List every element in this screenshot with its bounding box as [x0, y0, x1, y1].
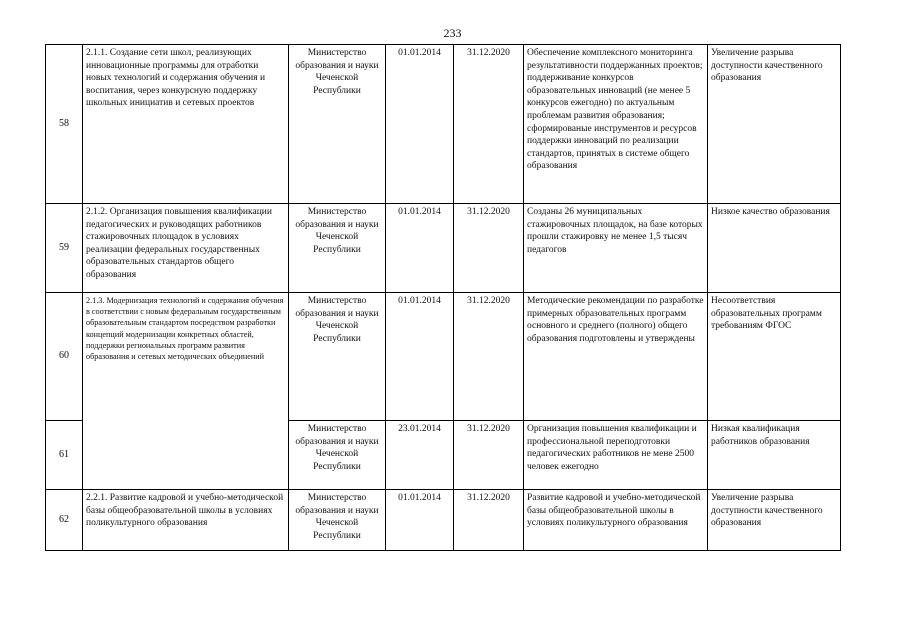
expected-result: Методические рекомендации по разработке примерных образовательных программ основного и среднего (полного) общего образования подготовлены и утверждены: [524, 293, 708, 421]
expected-result: Организация повышения квалификации и профессиональной переподготовки педагогических работников не мене 2500 человек ежегодно: [524, 421, 708, 490]
responsible-org: Министерство образования и науки Чеченской Республики: [289, 421, 386, 490]
end-date: 31.12.2020: [454, 421, 524, 490]
table-row: [46, 490, 841, 551]
measure-name: 2.1.1. Создание сети школ, реализующих инновационные программы для отработки новых технологий и содержания обучения и воспитания, через конкурсную поддержку школьных инициатив и сетевых проектов: [83, 45, 289, 204]
risk-consequence: Увеличение разрыва доступности качественного образования: [708, 45, 841, 204]
responsible-org: Министерство образования и науки Чеченской Республики: [289, 45, 386, 204]
end-date: 31.12.2020: [454, 204, 524, 293]
end-date: 31.12.2020: [454, 45, 524, 204]
risk-consequence: Несоответствия образовательных программ требованиям ФГОС: [708, 293, 841, 421]
row-number: 58: [46, 45, 83, 204]
measure-name: 2.2.1. Развитие кадровой и учебно-методической базы общеобразовательной школы в условиях поликультурного образования: [83, 490, 289, 551]
row-number: 61: [46, 421, 83, 490]
risk-consequence: Низкое качество образования: [708, 204, 841, 293]
page-number: 233: [443, 26, 462, 40]
start-date: 01.01.2014: [386, 490, 454, 551]
row-number: 62: [46, 490, 83, 551]
responsible-org: Министерство образования и науки Чеченской Республики: [289, 204, 386, 293]
measures-table: [45, 44, 841, 551]
risk-consequence: Низкая квалификация работников образования: [708, 421, 841, 490]
responsible-org: Министерство образования и науки Чеченской Республики: [289, 293, 386, 421]
row-number: 59: [46, 204, 83, 293]
row-number: 60: [46, 293, 83, 421]
end-date: 31.12.2020: [454, 490, 524, 551]
risk-consequence: Увеличение разрыва доступности качественного образования: [708, 490, 841, 551]
measure-name: 2.1.3. Модернизация технологий и содержания обучения в соответствии с новым федеральным государственным образовательным стандартом посредством разработки концепций модернизации конкретных областей, поддержки региональных программ развития образования и сетевых методических объединений: [83, 293, 289, 490]
expected-result: Обеспечение комплексного мониторинга результативности поддержанных проектов; поддерживание конкурсов образовательных инноваций (не менее 5 конкурсов ежегодно) по актуальным проблемам развития образования; сформированые инструментов и ресурсов поддержки инноваций по реализации стандартов, принятых в системе общего образования: [524, 45, 708, 204]
table-row: [46, 293, 841, 421]
start-date: 01.01.2014: [386, 204, 454, 293]
end-date: 31.12.2020: [454, 293, 524, 421]
expected-result: Созданы 26 муниципальных стажировочных площадок, на базе которых прошли стажировку не менее 1,5 тысяч педагогов: [524, 204, 708, 293]
expected-result: Развитие кадровой и учебно-методической базы общеобразовательной школы в условиях поликультурного образования: [524, 490, 708, 551]
table-row: [46, 45, 841, 204]
start-date: 23.01.2014: [386, 421, 454, 490]
start-date: 01.01.2014: [386, 293, 454, 421]
start-date: 01.01.2014: [386, 45, 454, 204]
measure-name: 2.1.2. Организация повышения квалификации педагогических и руководящих работников стажировочных площадок в условиях реализации федеральных государственных образовательных стандартов общего образования: [83, 204, 289, 293]
table-row: [46, 204, 841, 293]
responsible-org: Министерство образования и науки Чеченской Республики: [289, 490, 386, 551]
